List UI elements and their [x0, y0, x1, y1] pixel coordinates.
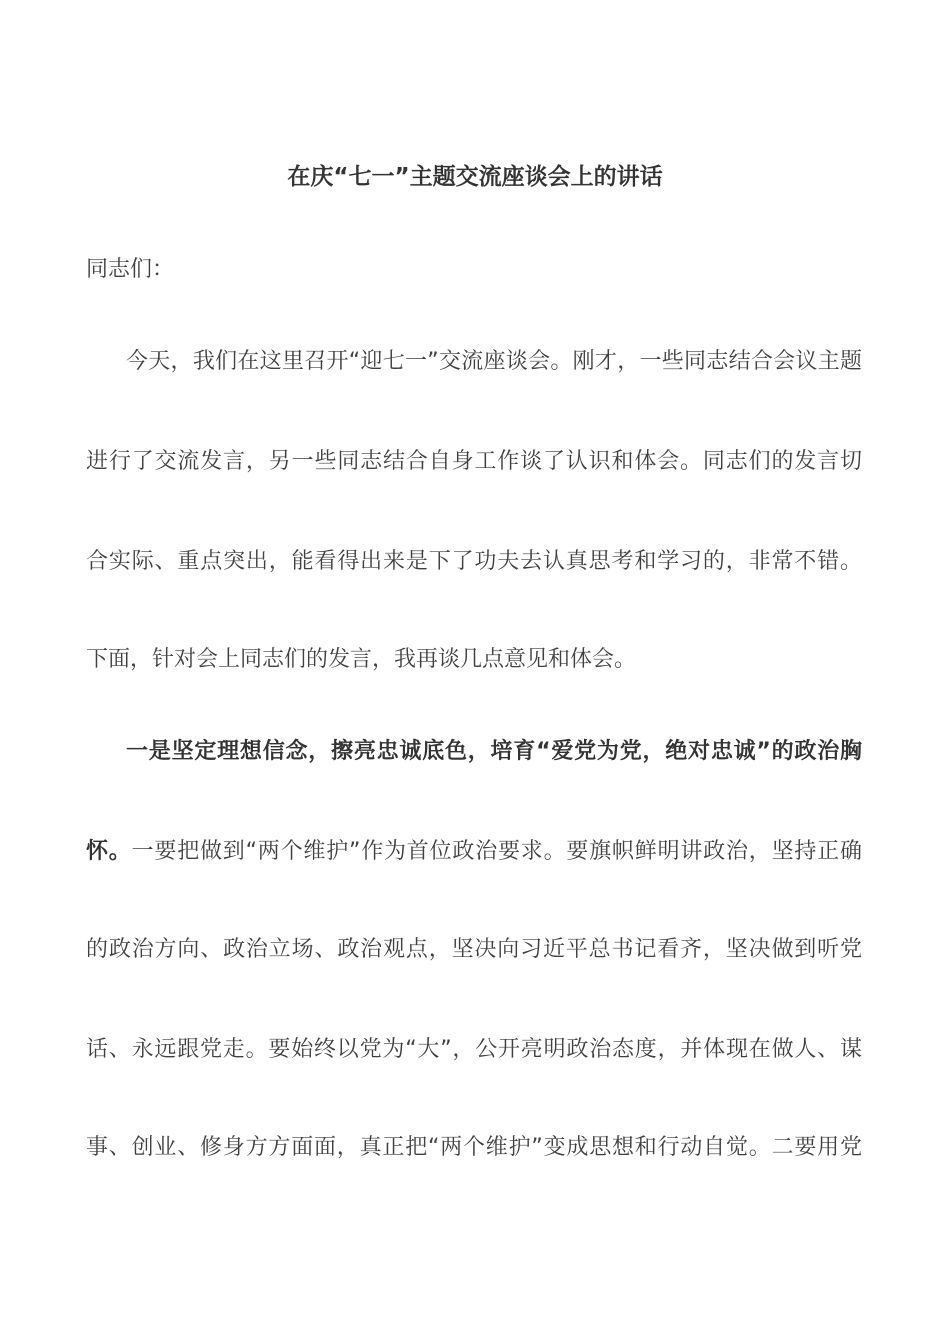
paragraph-line: 的政治方向、政治立场、政治观点，坚决向习近平总书记看齐，坚决做到听党: [86, 937, 862, 962]
paragraph-line: 事、创业、修身方方面面，真正把“两个维护”变成思想和行动自觉。二要用党: [86, 1135, 862, 1160]
salutation: 同志们：: [86, 257, 175, 282]
paragraph-line: [86, 837, 862, 867]
paragraph-line: 下面，针对会上同志们的发言，我再谈几点意见和体会。: [86, 647, 637, 672]
paragraph-line: 进行了交流发言，另一些同志结合自身工作谈了认识和体会。同志们的发言切: [86, 449, 862, 474]
document-title: 在庆“七一”主题交流座谈会上的讲话: [287, 164, 663, 190]
section-heading-end: 怀。: [86, 839, 132, 864]
paragraph-line: 话、永远跟党走。要始终以党为“大”，公开亮明政治态度，并体现在做人、谋: [86, 1037, 862, 1062]
paragraph-line: 合实际、重点突出，能看得出来是下了功夫去认真思考和学习的，非常不错。: [86, 549, 862, 574]
section-heading-text: 一是坚定理想信念，擦亮忠诚底色，培育“爱党为党，绝对忠诚”的政治胸: [126, 739, 862, 764]
paragraph-line: 今天，我们在这里召开“迎七一”交流座谈会。刚才，一些同志结合会议主题: [126, 349, 862, 374]
paragraph-text: 一要把做到“两个维护”作为首位政治要求。要旗帜鲜明讲政治，坚持正确: [131, 839, 862, 864]
section-heading: [86, 737, 862, 767]
